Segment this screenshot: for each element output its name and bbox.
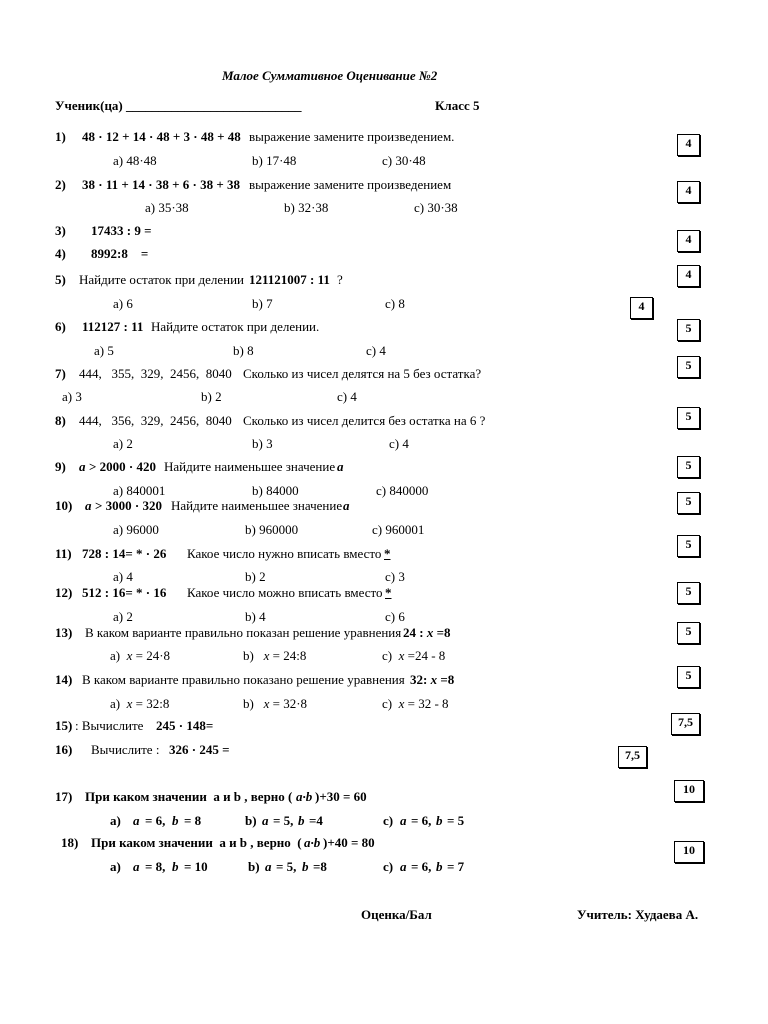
- variable-x: x: [430, 672, 438, 687]
- option-a-val-b: = 8: [184, 813, 202, 828]
- option-b-label: b): [248, 859, 260, 874]
- score-box: 10: [674, 780, 704, 802]
- option-b: b) 3: [252, 436, 273, 451]
- question-tail: )+30 = 60: [315, 789, 367, 804]
- option-b-label: b): [245, 813, 257, 828]
- question-expression: 512 : 16= * · 16: [82, 585, 167, 600]
- student-name-field: Ученик(ца) ___________________________: [55, 98, 302, 113]
- score-box: 5: [677, 535, 700, 557]
- question-text: Найдите остаток при делении: [79, 272, 245, 287]
- option-c: c) 8: [385, 296, 405, 311]
- option-c: c) 30·48: [382, 153, 426, 168]
- option-c: c) 840000: [376, 483, 429, 498]
- option-c-label: c): [383, 813, 394, 828]
- option-a: a) 2: [113, 436, 133, 451]
- option-a: a) x = 32:8: [110, 696, 170, 711]
- option-a: a) 840001: [113, 483, 166, 498]
- question-text: В каком варианте правильно показано решение уравнения: [82, 672, 405, 687]
- question-text: Какое число нужно вписать вместо: [187, 546, 382, 561]
- option-a-val-b: = 10: [184, 859, 208, 874]
- page-title: Малое Суммативное Оценивание №2: [222, 68, 438, 83]
- option-c: c) 960001: [372, 522, 425, 537]
- question-equation: 24 : x =8: [403, 625, 451, 640]
- question-text: : Вычислите: [75, 718, 144, 733]
- option-c-var-a: a: [400, 859, 407, 874]
- question-text: Найдите остаток при делении.: [151, 319, 320, 334]
- option-b-val-b: =4: [309, 813, 323, 828]
- question-expression: 112127 : 11: [82, 319, 144, 334]
- variable-x: x: [426, 625, 434, 640]
- question-expression: 38 · 11 + 14 · 38 + 6 · 38 + 38: [82, 177, 241, 192]
- score-box: 4: [677, 181, 700, 203]
- question-ab: a·b: [296, 789, 313, 804]
- option-c-label: c): [383, 859, 394, 874]
- option-b: b) 32·38: [284, 200, 329, 215]
- option-b-var-b: b: [302, 859, 309, 874]
- option-a: a) 48·48: [113, 153, 157, 168]
- question-expression: 48 · 12 + 14 · 48 + 3 · 48 + 48: [82, 129, 241, 144]
- question-number: 11): [55, 546, 72, 561]
- option-b-var-a: a: [262, 813, 269, 828]
- question-tail: ?: [337, 272, 343, 287]
- question-number: 17): [55, 789, 73, 804]
- teacher-label: Учитель: Худаева А.: [577, 907, 699, 922]
- question-variable: a: [79, 459, 86, 474]
- option-a-val-a: = 8,: [145, 859, 166, 874]
- question-number: 16): [55, 742, 73, 757]
- option-a-var-a: a: [133, 813, 140, 828]
- option-a: a) 3: [62, 389, 82, 404]
- option-b: b) x = 32·8: [243, 696, 308, 711]
- option-b-val-a: = 5,: [276, 859, 297, 874]
- question-ab: a·b: [304, 835, 321, 850]
- score-box: 5: [677, 666, 700, 688]
- score-box: 7,5: [671, 713, 700, 735]
- question-text: Какое число можно вписать вместо: [187, 585, 383, 600]
- question-number: 1): [55, 129, 66, 144]
- question-text: В каком варианте правильно показан решение уравнения: [85, 625, 402, 640]
- question-variable-2: a: [337, 459, 344, 474]
- option-a: a) x = 24·8: [110, 648, 171, 663]
- question-expression: 728 : 14= * · 26: [82, 546, 167, 561]
- score-box: 4: [630, 297, 653, 319]
- question-numbers: 444, 356, 329, 2456, 8040: [79, 413, 232, 428]
- option-c: c) 4: [389, 436, 409, 451]
- question-text: Сколько из чисел делятся на 5 без остатка?: [243, 366, 482, 381]
- option-b: b) 2: [201, 389, 222, 404]
- score-box: 4: [677, 230, 700, 252]
- option-c: c) 30·38: [414, 200, 458, 215]
- option-c-val-a: = 6,: [411, 813, 432, 828]
- option-c: c) 3: [385, 569, 405, 584]
- question-number: 2): [55, 177, 66, 192]
- option-a-label: a): [110, 859, 121, 874]
- question-number: 14): [55, 672, 73, 687]
- option-b: b) 4: [245, 609, 266, 624]
- question-star: *: [384, 546, 391, 561]
- question-text: выражение замените произведением.: [249, 129, 455, 144]
- option-a-var-b: b: [172, 859, 179, 874]
- option-c: c) 4: [366, 343, 386, 358]
- question-expression: 17433 : 9 =: [91, 223, 152, 238]
- score-box: 5: [677, 492, 700, 514]
- option-c-var-b: b: [436, 859, 443, 874]
- option-b: b) 17·48: [252, 153, 297, 168]
- score-box: 10: [674, 841, 704, 863]
- option-c: c) 6: [385, 609, 405, 624]
- option-c: c) x = 32 - 8: [382, 696, 449, 711]
- score-box: 4: [677, 134, 700, 156]
- option-b-val-b: =8: [313, 859, 327, 874]
- option-b-var-b: b: [298, 813, 305, 828]
- question-number: 18): [61, 835, 79, 850]
- score-box: 7,5: [618, 746, 647, 768]
- option-a: a) 4: [113, 569, 133, 584]
- option-b: b) 7: [252, 296, 273, 311]
- question-text: При каком значении a и b , верно (: [91, 835, 302, 850]
- option-b: b) x = 24:8: [243, 648, 307, 663]
- question-expression: > 2000 · 420: [89, 459, 156, 474]
- option-c: c) x =24 - 8: [382, 648, 446, 663]
- score-box: 5: [677, 319, 700, 341]
- option-b-var-a: a: [265, 859, 272, 874]
- option-c-var-a: a: [400, 813, 407, 828]
- question-text: Сколько из чисел делится без остатка на 6 ?: [243, 413, 486, 428]
- question-number: 7): [55, 366, 66, 381]
- question-tail: )+40 = 80: [323, 835, 375, 850]
- question-number: 6): [55, 319, 66, 334]
- score-box: 5: [677, 456, 700, 478]
- option-b: b) 8: [233, 343, 254, 358]
- option-a: a) 5: [94, 343, 114, 358]
- option-c-val-a: = 6,: [411, 859, 432, 874]
- question-number: 8): [55, 413, 66, 428]
- question-numbers: 444, 355, 329, 2456, 8040: [79, 366, 232, 381]
- option-c-val-b: = 7: [447, 859, 465, 874]
- score-box: 5: [677, 407, 700, 429]
- option-a: a) 96000: [113, 522, 159, 537]
- option-c-val-b: = 5: [447, 813, 465, 828]
- question-equation: 32: x =8: [410, 672, 455, 687]
- question-number: 12): [55, 585, 73, 600]
- question-number: 3): [55, 223, 66, 238]
- option-a: a) 6: [113, 296, 133, 311]
- class-label: Класс 5: [435, 98, 480, 113]
- question-star: *: [385, 585, 392, 600]
- score-box: 5: [677, 622, 700, 644]
- option-c: c) 4: [337, 389, 357, 404]
- question-number: 5): [55, 272, 66, 287]
- question-text: выражение замените произведением: [249, 177, 452, 192]
- option-b-val-a: = 5,: [273, 813, 294, 828]
- score-box: 4: [677, 265, 700, 287]
- option-a-val-a: = 6,: [145, 813, 166, 828]
- question-expression: > 3000 · 320: [95, 498, 162, 513]
- option-c-var-b: b: [436, 813, 443, 828]
- question-variable-2: a: [343, 498, 350, 513]
- question-expression: 121121007 : 11: [249, 272, 330, 287]
- option-a-label: a): [110, 813, 121, 828]
- question-number: 13): [55, 625, 73, 640]
- option-a-var-b: b: [172, 813, 179, 828]
- question-text: Вычислите :: [91, 742, 160, 757]
- grade-label: Оценка/Бал: [361, 907, 432, 922]
- question-expression: 245 · 148=: [156, 718, 214, 733]
- option-b: b) 84000: [252, 483, 299, 498]
- option-b: b) 2: [245, 569, 266, 584]
- question-text: Найдите наименьшее значение: [171, 498, 343, 513]
- question-number: 10): [55, 498, 73, 513]
- option-a: a) 2: [113, 609, 133, 624]
- question-expression: 8992:8 =: [91, 246, 149, 261]
- option-a: a) 35·38: [145, 200, 189, 215]
- question-text: При каком значении a и b , верно (: [85, 789, 293, 804]
- score-box: 5: [677, 582, 700, 604]
- score-box: 5: [677, 356, 700, 378]
- question-variable: a: [85, 498, 92, 513]
- question-text: Найдите наименьшее значение: [164, 459, 336, 474]
- option-b: b) 960000: [245, 522, 299, 537]
- option-a-var-a: a: [133, 859, 140, 874]
- question-number: 4): [55, 246, 66, 261]
- question-number: 9): [55, 459, 66, 474]
- question-number: 15): [55, 718, 73, 733]
- question-expression: 326 · 245 =: [169, 742, 230, 757]
